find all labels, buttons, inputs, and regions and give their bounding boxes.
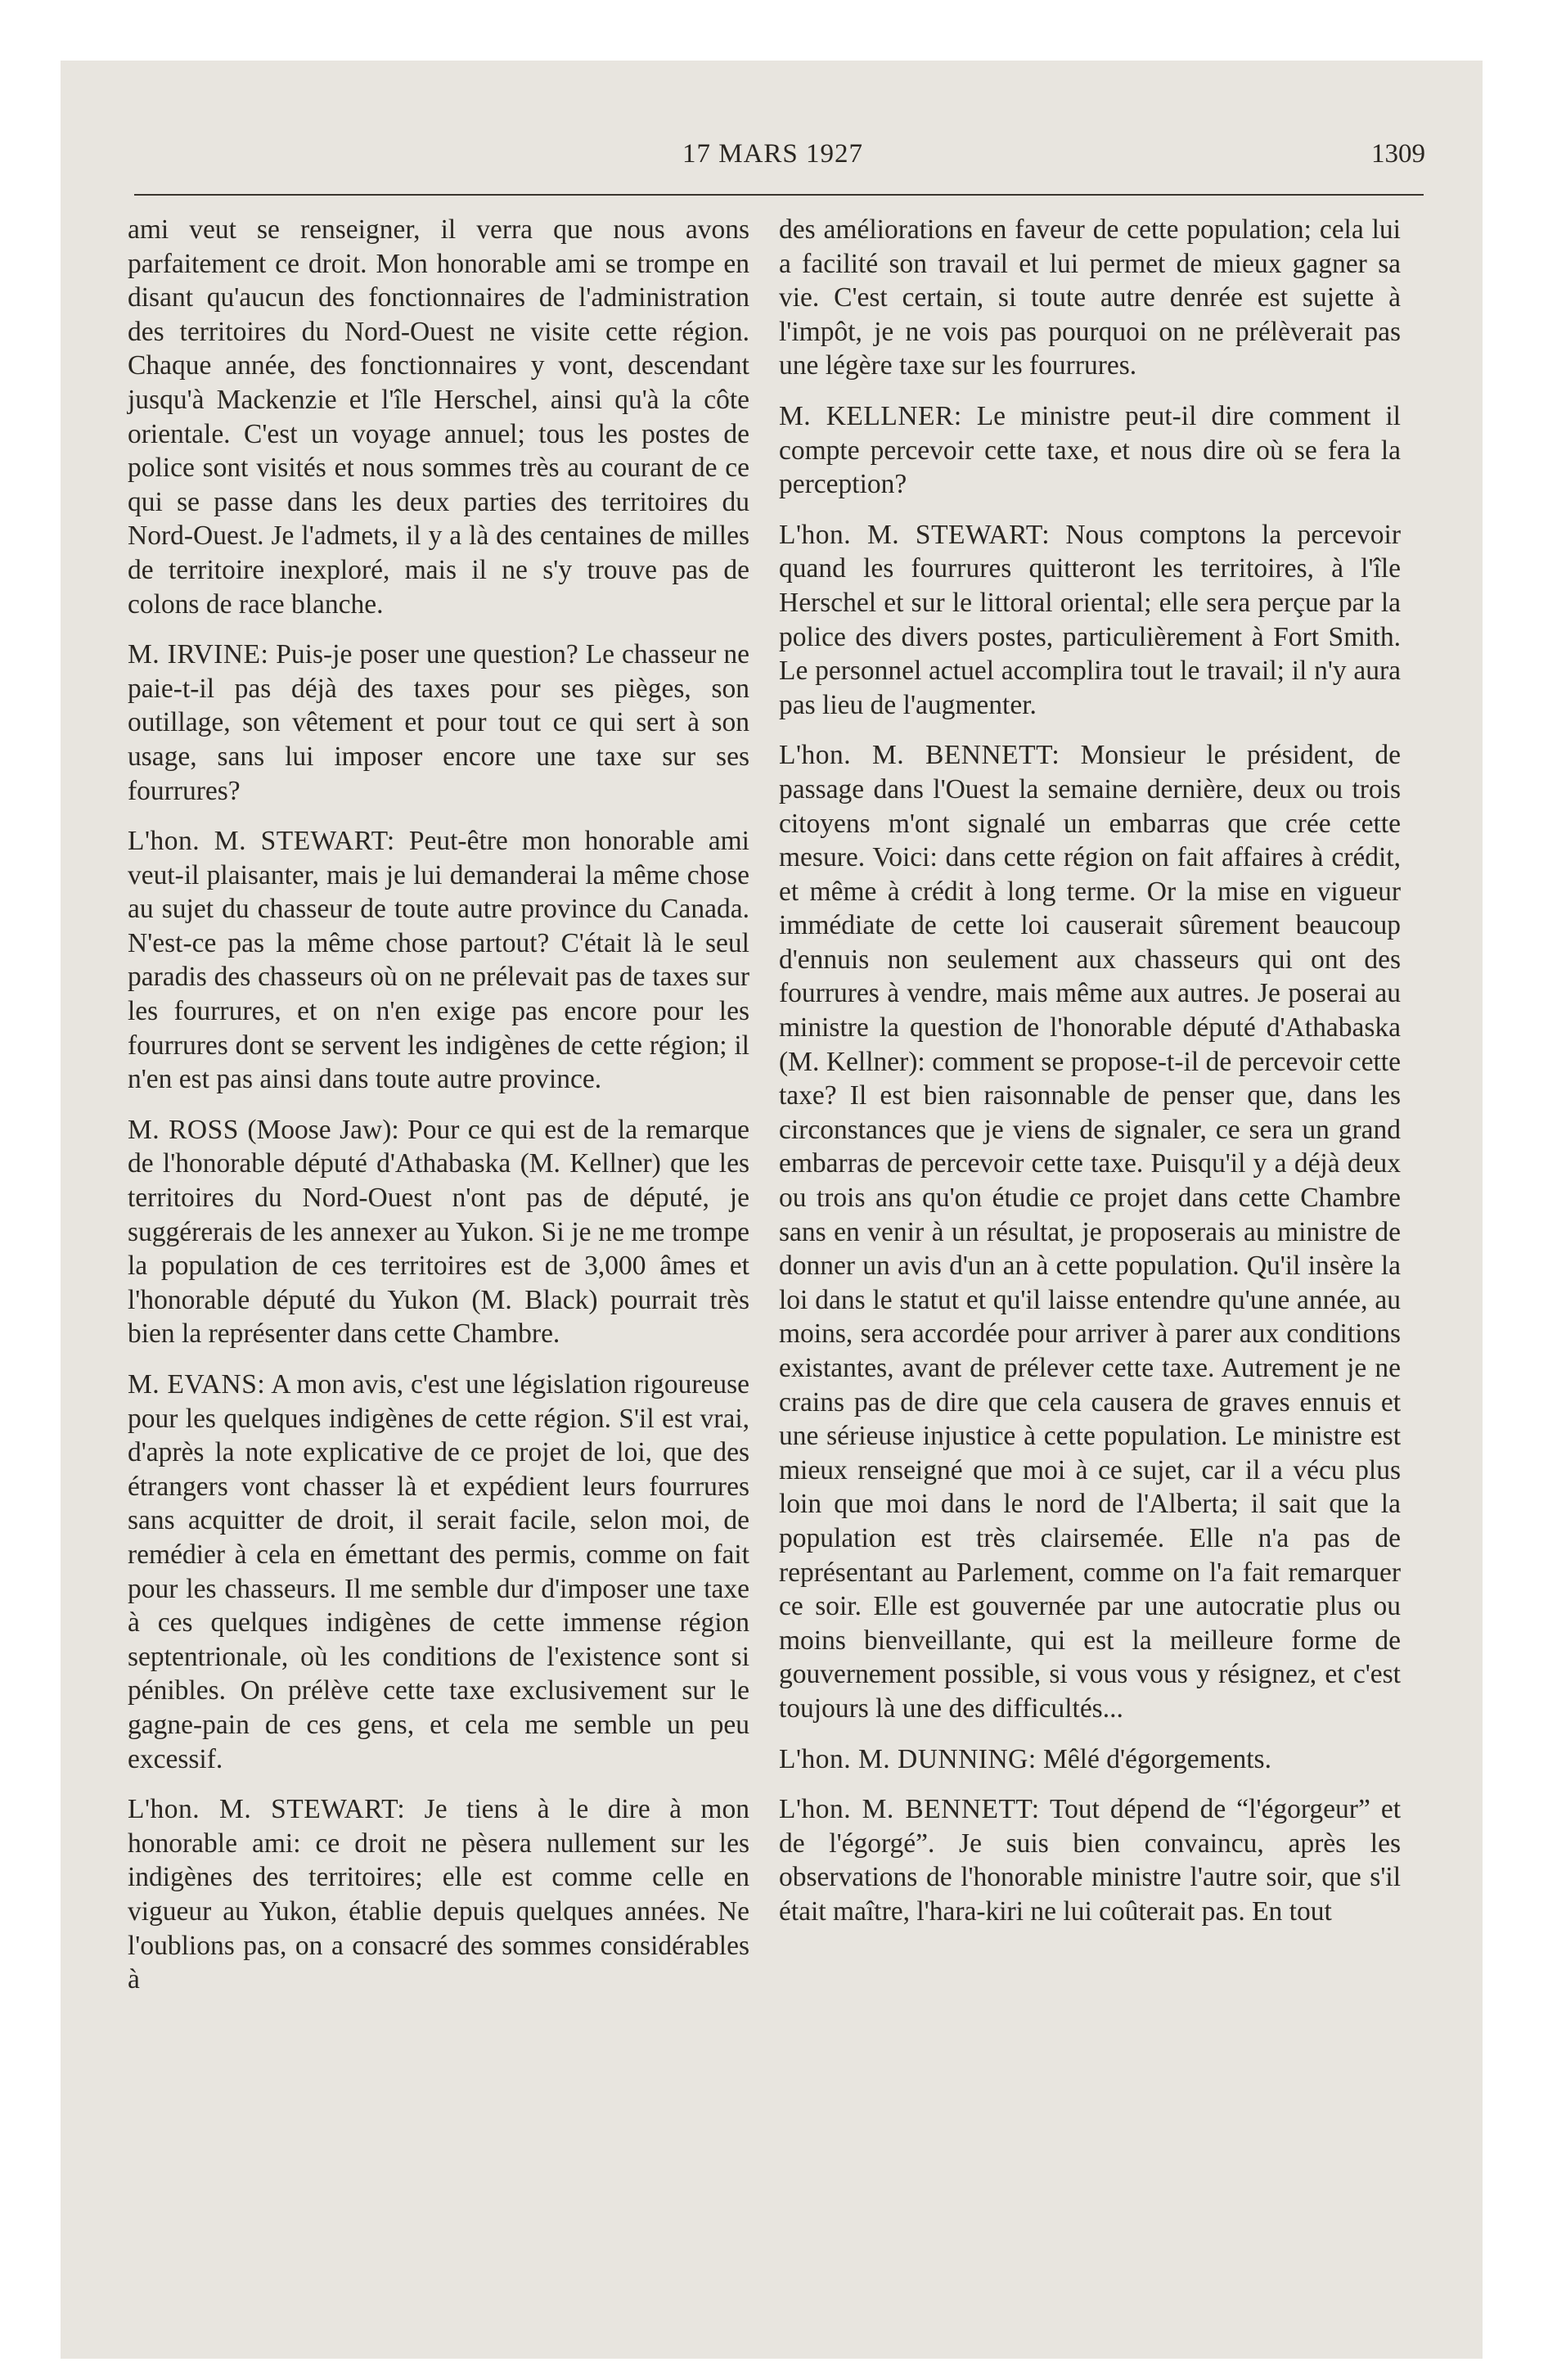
paragraph	[779, 213, 1401, 383]
paragraph-text: Puis-je poser une question? Le chasseur ne paie-t-il pas déjà des taxes pour ses pièges, son outillage, son vêtement et pour tout ce qui sert à son usage, sans lui imposer encore une taxe sur ses fourrures?	[128, 639, 749, 806]
paragraph-text: des améliorations en faveur de cette population; cela lui a facilité son travail et lui permet de mieux gagner sa vie. C'est certain, si toute autre denrée est sujette à l'impôt, je ne vois pas pourquoi on ne prélèverait pas une légère taxe sur les fourrures.	[779, 214, 1401, 381]
header-rule	[134, 194, 1424, 196]
paragraph	[779, 399, 1401, 502]
paragraph	[128, 824, 749, 1097]
page-number: 1309	[1371, 139, 1425, 169]
speaker-name: L'hon. M. BENNETT:	[779, 1794, 1040, 1825]
speaker-name: M. KELLNER:	[779, 400, 962, 431]
paragraph	[128, 638, 749, 808]
paragraph-text: Mêlé d'égorgements.	[1036, 1743, 1271, 1774]
left-column	[128, 213, 749, 1997]
paragraph-text: (Moose Jaw): Pour ce qui est de la remarque de l'honorable député d'Athabaska (M. Kellner) que les territoires du Nord-Ouest n'ont pas de député, je suggérerais de les annexer au Yukon. Si je ne me trompe la population de ces territoires est de 3,000 âmes et l'honorable député du Yukon (M. Black) pourrait très bien la représenter dans cette Chambre.	[128, 1114, 749, 1350]
speaker-name: L'hon. M. STEWART:	[128, 1794, 406, 1825]
paragraph	[779, 1742, 1401, 1777]
header-date: 17 MARS 1927	[682, 139, 864, 169]
right-column	[779, 213, 1401, 1929]
speaker-name: M. ROSS	[128, 1114, 239, 1145]
paragraph-text: A mon avis, c'est une législation rigoureuse pour les quelques indigènes de cette région. S'il est vrai, d'après la note explicative de ce projet de loi, que des étrangers vont chasser là et expédient leurs fourrures sans acquitter de droit, il serait facile, selon moi, de remédier à cela en émettant des permis, comme on fait pour les chasseurs. Il me semble dur d'imposer une taxe à ces quelques indigènes de cette immense région septentrionale, où les conditions de l'existence sont si pénibles. On prélève cette taxe exclusivement sur le gagne-pain de ces gens, et cela me semble un peu excessif.	[128, 1369, 749, 1774]
paragraph	[779, 738, 1401, 1725]
paragraph-text: Nous comptons la percevoir quand les fourrures quitteront les territoires, à l'île Herschel et sur le littoral oriental; elle sera perçue par la police des divers postes, particulièrement à Fort Smith. Le personnel actuel accomplira tout le travail; il n'y aura pas lieu de l'augmenter.	[779, 519, 1401, 720]
paragraph-text: Le ministre peut-il dire comment il compte percevoir cette taxe, et nous dire où se fera la perception?	[779, 400, 1401, 500]
paragraph-text: ami veut se renseigner, il verra que nous avons parfaitement ce droit. Mon honorable ami se trompe en disant qu'aucun des fonctionnaires de l'administration des territoires du Nord-Ouest ne visite cette région. Chaque année, des fonctionnaires y vont, descendant jusqu'à Mackenzie et l'île Herschel, ainsi qu'à la côte orientale. C'est un voyage annuel; tous les postes de police sont visités et nous sommes très au courant de ce qui se passe dans les deux parties des territoires du Nord-Ouest. Je l'admets, il y a là des centaines de milles de territoire inexploré, mais il ne s'y trouve pas de colons de race blanche.	[128, 214, 749, 620]
paragraph	[128, 213, 749, 621]
speaker-name: L'hon. M. DUNNING:	[779, 1743, 1037, 1774]
page-header	[61, 139, 1483, 180]
paragraph	[128, 1792, 749, 1997]
paragraph-text: Peut-être mon honorable ami veut-il plaisanter, mais je lui demanderai la même chose au sujet du chasseur de toute autre province du Canada. N'est-ce pas la même chose partout? C'était là le seul paradis des chasseurs où on ne prélevait pas de taxes sur les fourrures, et on n'en exige pas encore pour les fourrures dont se servent les indigènes de cette région; il n'en est pas ainsi dans toute autre province.	[128, 826, 749, 1095]
speaker-name: L'hon. M. STEWART:	[128, 826, 395, 857]
paragraph-text: Je tiens à le dire à mon honorable ami: ce droit ne pèsera nullement sur les indigènes des territoires; elle est comme celle en vigueur au Yukon, établie depuis quelques années. Ne l'oublions pas, on a consacré des sommes considérables à	[128, 1794, 749, 1995]
paragraph	[779, 1792, 1401, 1928]
speaker-name: M. IRVINE:	[128, 639, 269, 670]
paragraph	[128, 1368, 749, 1776]
paragraph	[128, 1113, 749, 1351]
speaker-name: L'hon. M. BENNETT:	[779, 740, 1060, 771]
paragraph-text: Tout dépend de “l'égorgeur” et de l'égorgé”. Je suis bien convaincu, après les observations de l'honorable ministre l'autre soir, que s'il était maître, l'hara-kiri ne lui coûterait pas. En tout	[779, 1794, 1401, 1927]
speaker-name: M. EVANS:	[128, 1369, 266, 1400]
scanned-page	[61, 61, 1483, 2359]
speaker-name: L'hon. M. STEWART:	[779, 519, 1051, 550]
paragraph	[779, 518, 1401, 723]
paragraph-text: Monsieur le président, de passage dans l'Ouest la semaine dernière, deux ou trois citoyens m'ont signalé un embarras que crée cette mesure. Voici: dans cette région on fait affaires à crédit, et même à crédit à long terme. Or la mise en vigueur immédiate de cette loi causerait sûrement beaucoup d'ennuis non seulement aux chasseurs qui ont des fourrures à vendre, mais même aux autres. Je poserai au ministre la question de l'honorable député d'Athabaska (M. Kellner): comment se propose-t-il de percevoir cette taxe? Il est bien raisonnable de penser que, dans les circonstances que je viens de signaler, ce sera un grand embarras de percevoir cette taxe. Puisqu'il y a déjà deux ou trois ans qu'on étudie ce projet dans cette Chambre sans en venir à un résultat, je proposerais au ministre de donner un avis d'un an à cette population. Qu'il insère la loi dans le statut et qu'il laisse entendre qu'une année, au moins, sera accordée pour arriver à parer aux conditions existantes, avant de prélever cette taxe. Autrement je ne crains pas de dire que cela causera de graves ennuis et une sérieuse injustice à cette population. Le ministre est mieux renseigné que moi à ce sujet, car il a vécu plus loin que moi dans le nord de l'Alberta; il sait que la population est très clairsemée. Elle n'a pas de représentant au Parlement, comme on l'a fait remarquer ce soir. Elle est gouvernée par une autocratie plus ou moins bienveillante, qui est la meilleure forme de gouvernement possible, si vous vous y résignez, et c'est toujours là une des difficultés...	[779, 740, 1401, 1724]
